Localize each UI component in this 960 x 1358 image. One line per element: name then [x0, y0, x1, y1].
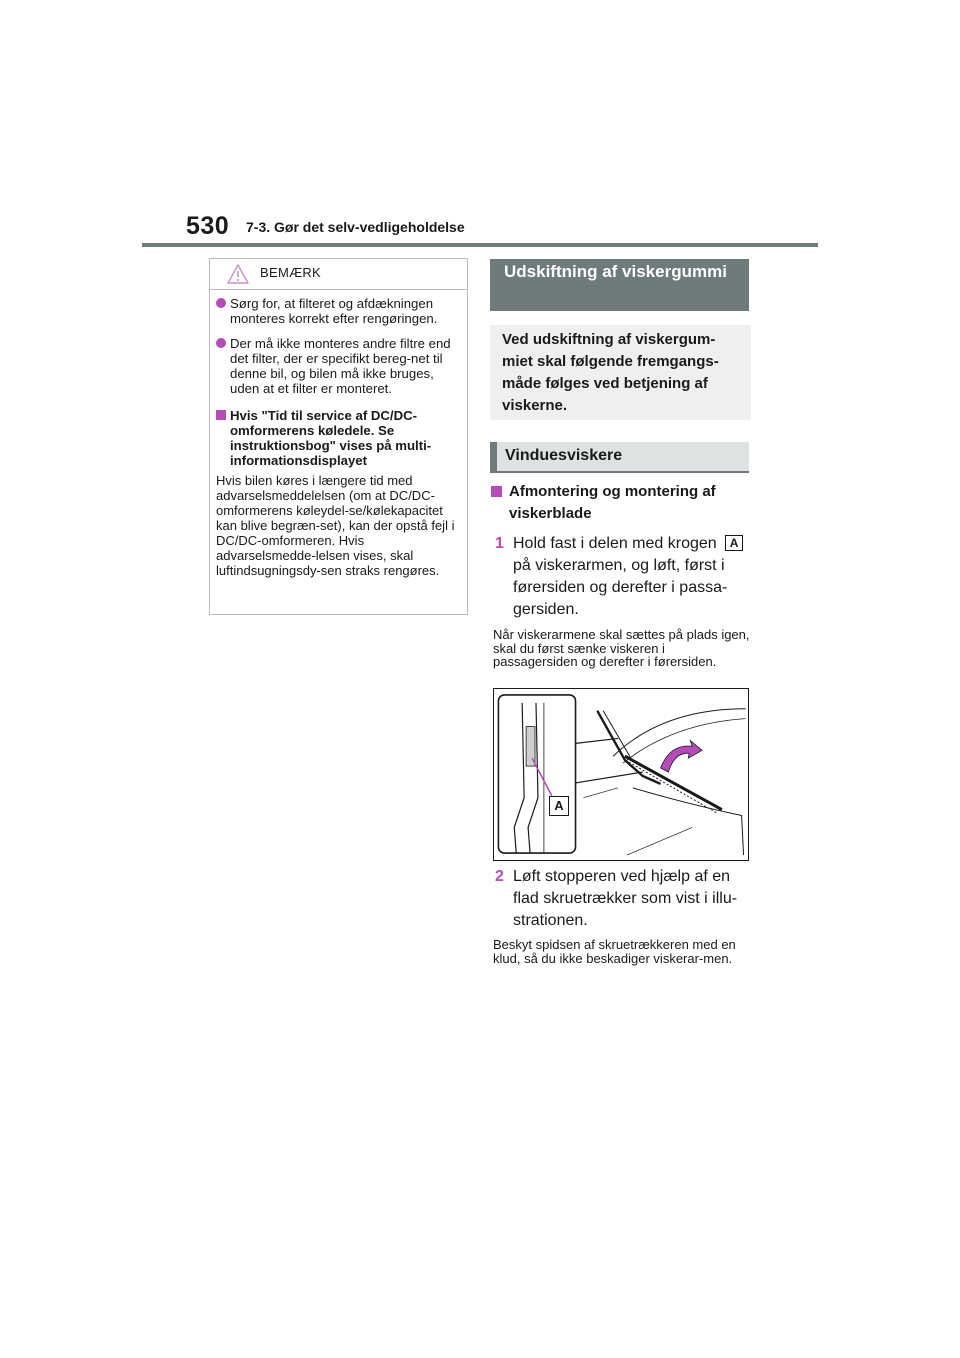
step-2 [495, 866, 751, 932]
wiper-illustration [493, 688, 749, 861]
step-number: 2 [495, 868, 504, 885]
wiper-drawing [494, 689, 748, 860]
hood-edge [633, 788, 744, 855]
notice-bullet-text: Der må ikke monteres andre filtre end det filter, der er specifikt bereg-net til denne bil, og bilen må ikke bruges, uden at et filter er monteret. [230, 336, 451, 396]
lift-arrow-icon [661, 740, 703, 772]
sub-heading: Vinduesviskere [490, 442, 749, 473]
notice-subsection-text: Hvis bilen køres i længere tid med advarselsmeddelelsen (om at DC/DC-omformerens køleydel-se/kølekapacitet kan blive begræn-set), kan der opstå fejl i DC/DC-omformeren. Hvis advarselsmedde-lelsen vises, skal luftindsugningsdy-sen straks rengøres. [216, 473, 455, 578]
page-number: 530 [186, 212, 230, 240]
step-text: Hold fast i delen med krogen [513, 535, 717, 552]
intro-box: Ved udskiftning af viskergum-miet skal følgende fremgangs-måde følges ved betjening af viskerne. [490, 325, 751, 420]
notice-header [210, 259, 467, 290]
wiper-blade [625, 756, 722, 809]
bullet-dot-icon [216, 338, 226, 348]
notice-body [210, 290, 467, 578]
step-text: Løft stopperen ved hjælp af en flad skruetrækker som vist i illu-strationen. [513, 868, 738, 929]
hood-crease [627, 827, 692, 855]
figure-callout-label: A [549, 796, 569, 816]
zoom-line-bottom [576, 772, 643, 783]
square-bullet-icon [216, 410, 226, 420]
wiper-rubber [629, 762, 718, 813]
windshield-inner-edge [623, 719, 746, 763]
header-rule [142, 243, 818, 247]
step-text-continued: på viskerarmen, og løft, først i førersiden og derefter i passa-gersiden. [513, 557, 728, 618]
step-2-note: Beskyt spidsen af skruetrækkeren med en klud, så du ikke beskadiger viskerar-men. [493, 937, 736, 966]
notice-bullet [216, 296, 459, 326]
callout-label: A [725, 535, 743, 551]
section-title: 7-3. Gør det selv-vedligeholdelse [246, 219, 465, 235]
step-number: 1 [495, 535, 504, 552]
bullet-dot-icon [216, 298, 226, 308]
step-1 [495, 533, 751, 621]
step-1-note: Når viskerarmene skal sættes på plads igen, skal du først sænke viskeren i passagersiden og derefter i førersiden. [493, 627, 750, 669]
procedure-title [491, 481, 753, 525]
zoom-line-top [576, 738, 619, 743]
notice-bullet [216, 336, 459, 396]
notice-box [209, 258, 468, 615]
notice-title: BEMÆRK [260, 265, 322, 280]
square-bullet-icon [491, 486, 502, 497]
wiper-arm-edge [603, 711, 631, 758]
wiper-arm [597, 711, 660, 784]
procedure-title-text: Afmontering og montering af viskerblade [509, 483, 716, 522]
notice-bullet-text: Sørg for, at filteret og afdækningen monteres korrekt efter rengøringen. [230, 296, 438, 326]
warning-triangle-icon [226, 263, 250, 285]
notice-subsection-heading [216, 408, 459, 468]
section-banner: Udskiftning af viskergummi [490, 259, 749, 311]
notice-subsection-title: Hvis "Tid til service af DC/DC-omformerens køledele. Se instruktionsbog" vises på multi-informationsdisplayet [230, 408, 432, 468]
cowl-line [583, 788, 618, 798]
